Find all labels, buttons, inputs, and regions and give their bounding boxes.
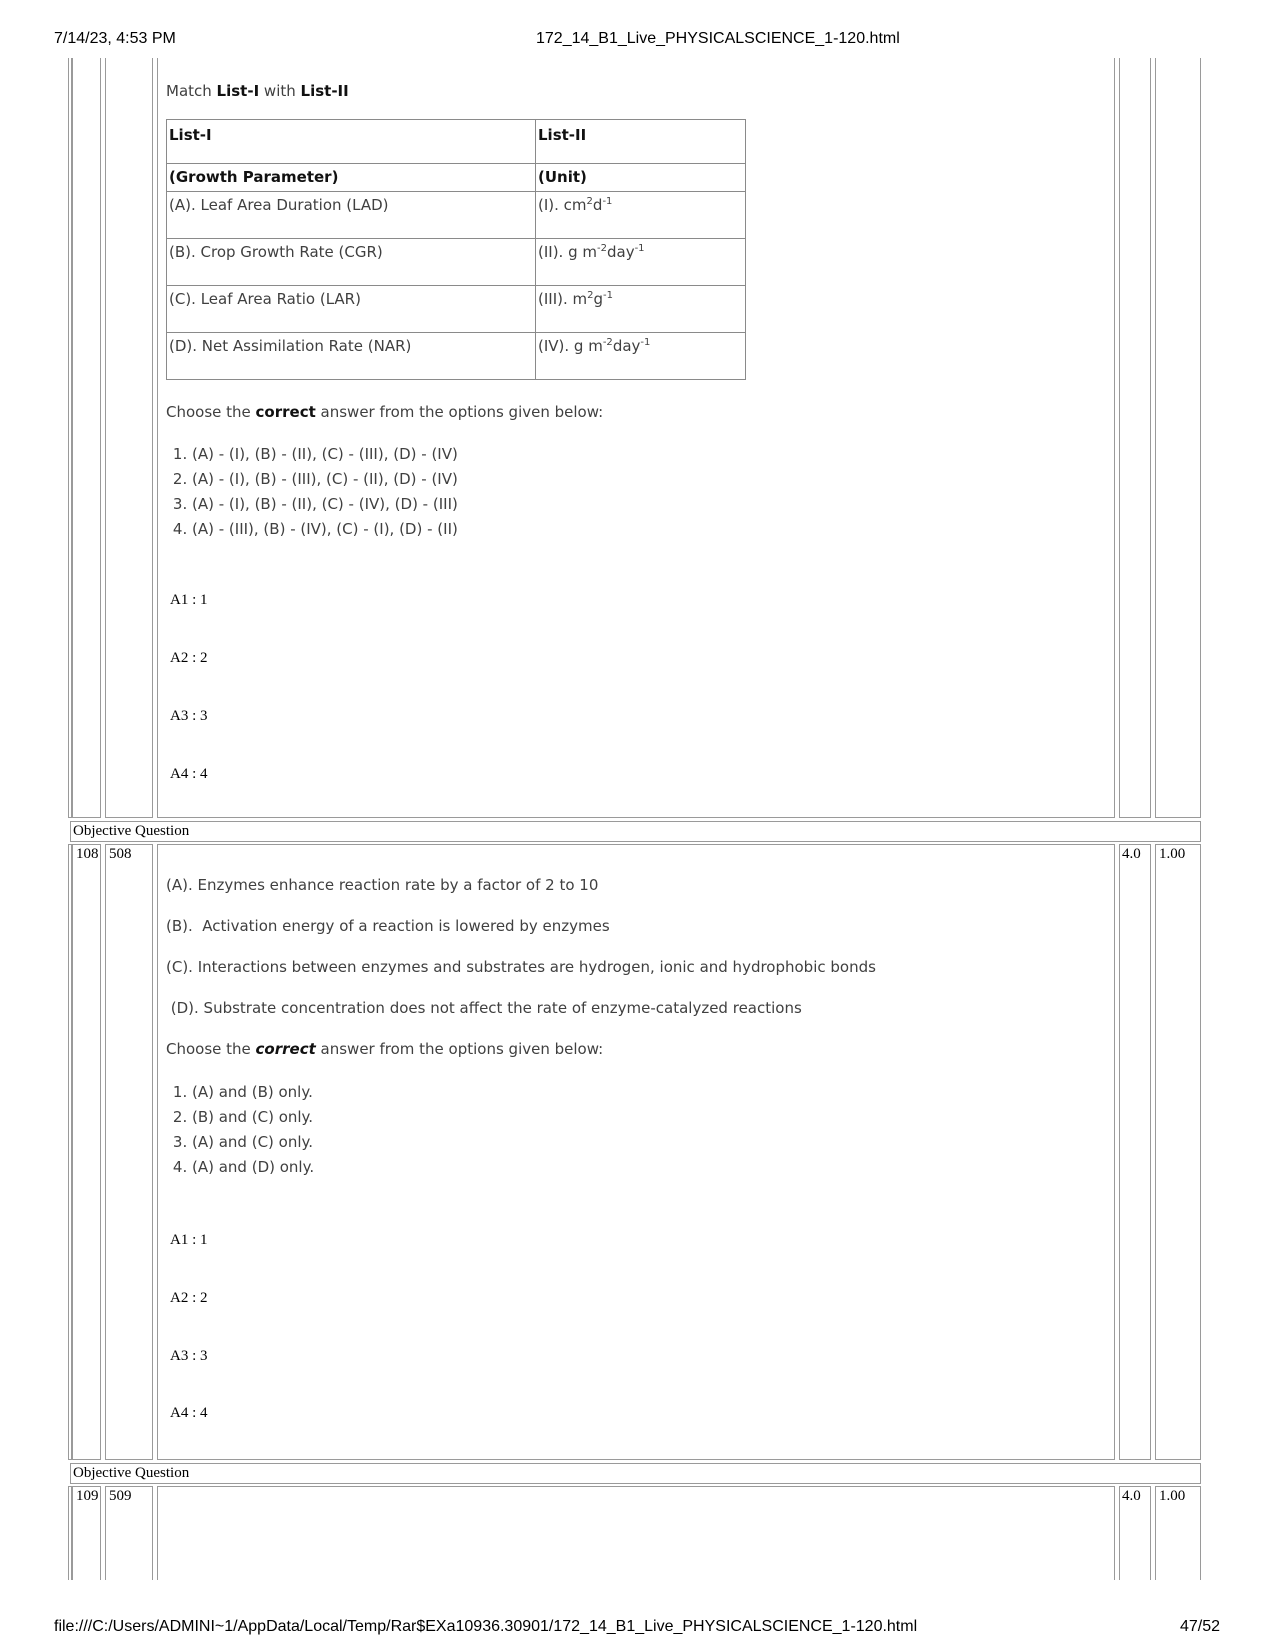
match-table — [166, 119, 746, 380]
print-title: 172_14_B1_Live_PHYSICALSCIENCE_1-120.html — [536, 30, 900, 47]
answer-option: A1 : 1 — [170, 592, 208, 608]
negative-marks: 1.00 — [1159, 846, 1186, 862]
unit-cell: (III). $m^2g^{-1}$ — [536, 286, 746, 333]
option-item: 1. (A) and (B) only. — [192, 1080, 314, 1105]
statement-b: (B). Activation energy of a reaction is lowered by enzymes — [166, 917, 610, 935]
choose-instruction: Choose the correct answer from the options given below: — [166, 403, 604, 421]
options-list — [172, 1080, 314, 1180]
page-number: 47/52 — [1180, 1618, 1221, 1635]
answer-option: A1 : 1 — [170, 1232, 208, 1248]
option-item: 3. (A) - (I), (B) - (II), (C) - (IV), (D) - (III) — [192, 492, 458, 517]
unit-cell: (I). $cm^2d^{-1}$ — [536, 192, 746, 239]
statement-c: (C). Interactions between enzymes and substrates are hydrogen, ionic and hydrophobic bonds — [166, 958, 876, 976]
option-item: 2. (A) - (I), (B) - (III), (C) - (II), (D) - (IV) — [192, 467, 458, 492]
option-item: 4. (A) and (D) only. — [192, 1155, 314, 1180]
table-header-list2: List-II — [536, 120, 746, 164]
option-item: 2. (B) and (C) only. — [192, 1105, 314, 1130]
answer-option: A3 : 3 — [170, 1348, 208, 1364]
match-instruction: Match List-I with List-II — [166, 82, 349, 100]
answer-option: A2 : 2 — [170, 1290, 208, 1306]
marks-cell-108 — [1119, 844, 1151, 1460]
param-cell: (A). Leaf Area Duration (LAD) — [167, 192, 536, 239]
table-subheader-param: (Growth Parameter) — [167, 164, 536, 192]
option-item: 1. (A) - (I), (B) - (II), (C) - (III), (D) - (IV) — [192, 442, 458, 467]
unit-cell: (II). g $m^{-2}day^{-1}$ — [536, 239, 746, 286]
answer-option: A4 : 4 — [170, 766, 208, 782]
param-cell: (C). Leaf Area Ratio (LAR) — [167, 286, 536, 333]
qid-cell-108 — [105, 844, 153, 1460]
serial-number: 108 — [76, 846, 99, 862]
sno-cell-107 — [72, 58, 101, 818]
marks-value: 4.0 — [1122, 846, 1141, 862]
answer-option: A4 : 4 — [170, 1405, 208, 1421]
answer-option: A3 : 3 — [170, 708, 208, 724]
objective-row-1 — [70, 821, 1201, 842]
print-datetime: 7/14/23, 4:53 PM — [54, 30, 176, 47]
table-row — [167, 286, 746, 333]
objective-row-2 — [70, 1463, 1201, 1484]
statement-a: (A). Enzymes enhance reaction rate by a factor of 2 to 10 — [166, 876, 599, 894]
neg-cell-108 — [1155, 844, 1201, 1460]
param-cell: (B). Crop Growth Rate (CGR) — [167, 239, 536, 286]
table-row — [167, 333, 746, 380]
objective-label: Objective Question — [73, 823, 190, 839]
question-cell-109 — [157, 1486, 1115, 1580]
question-id: 508 — [109, 846, 132, 862]
neg-cell-107 — [1155, 58, 1201, 818]
options-list — [172, 442, 458, 542]
option-item: 4. (A) - (III), (B) - (IV), (C) - (I), (D) - (II) — [192, 517, 458, 542]
print-file-path: file:///C:/Users/ADMINI~1/AppData/Local/Temp/Rar$EXa10936.30901/172_14_B1_Live_PHYSICALSCIENCE_1-120.html — [54, 1618, 918, 1635]
param-cell: (D). Net Assimilation Rate (NAR) — [167, 333, 536, 380]
table-row — [167, 239, 746, 286]
answer-option: A2 : 2 — [170, 650, 208, 666]
serial-number: 109 — [76, 1488, 99, 1504]
table-header-list1: List-I — [167, 120, 536, 164]
choose-instruction: Choose the correct answer from the options given below: — [166, 1040, 604, 1058]
marks-cell-107 — [1119, 58, 1151, 818]
table-subheader-unit: (Unit) — [536, 164, 746, 192]
unit-cell: (IV). g $m^{-2}day^{-1}$ — [536, 333, 746, 380]
question-id: 509 — [109, 1488, 132, 1504]
marks-value: 4.0 — [1122, 1488, 1141, 1504]
qid-cell-107 — [105, 58, 153, 818]
statement-d: (D). Substrate concentration does not affect the rate of enzyme-catalyzed reactions — [166, 999, 802, 1017]
sno-cell-108 — [72, 844, 101, 1460]
objective-label: Objective Question — [73, 1465, 190, 1481]
option-item: 3. (A) and (C) only. — [192, 1130, 314, 1155]
table-row — [167, 192, 746, 239]
negative-marks: 1.00 — [1159, 1488, 1186, 1504]
